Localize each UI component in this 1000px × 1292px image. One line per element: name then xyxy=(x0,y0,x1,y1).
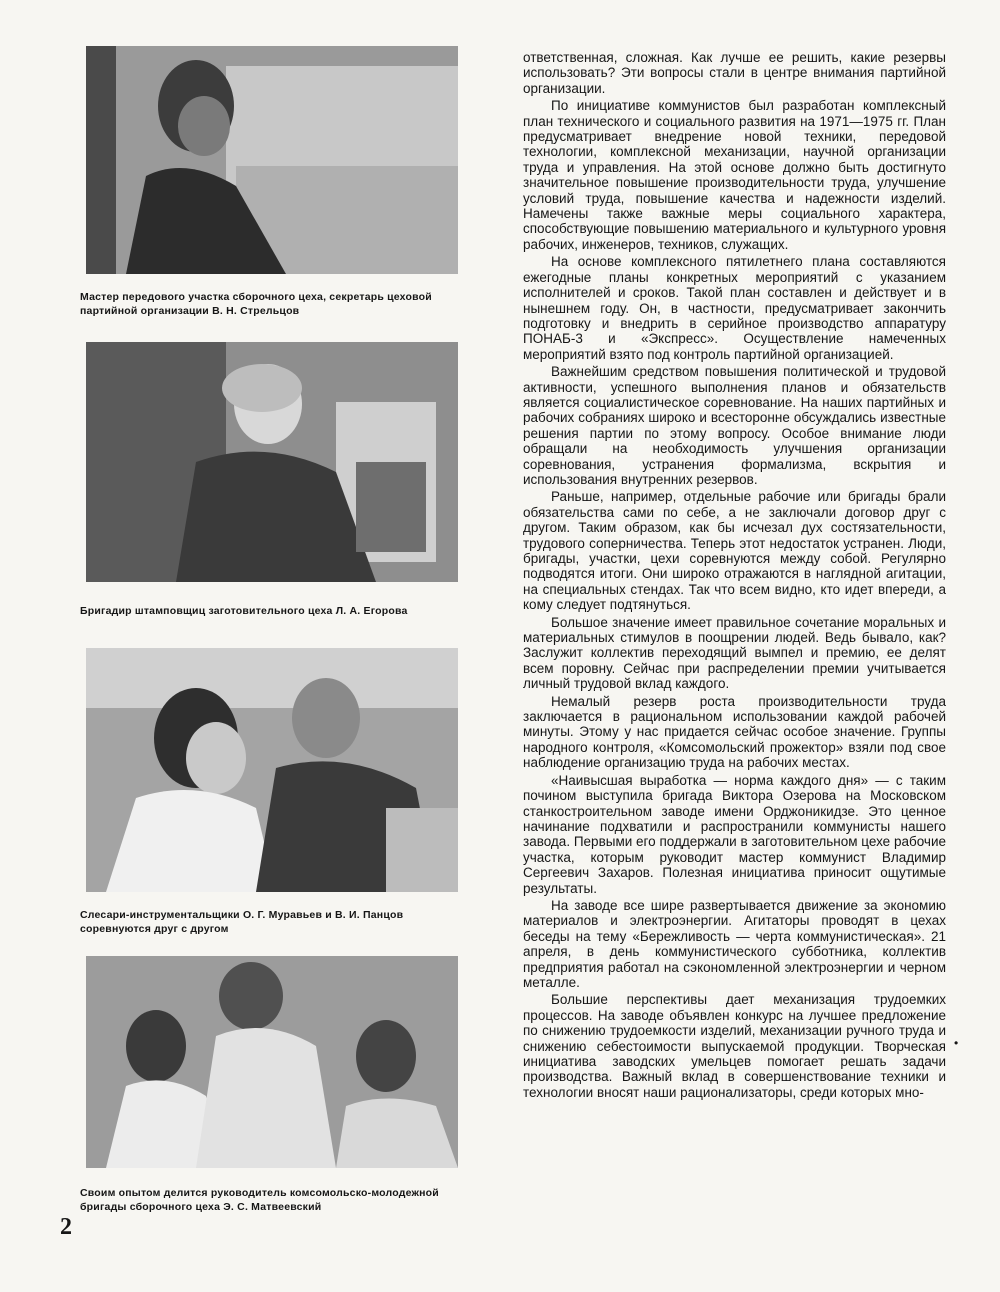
article-paragraph: На основе комплексного пятилетнего плана составляются ежегодные планы конкретных мероприятий с указанием исполнителей и сроков. Такой план составлен и действует и в нынешнем году. Он, в частности, предусматривает закончить подготовку и внедрить в серийное производство аппаратуру ПОНАБ-3 и «Экспресс». Осуществление намеченных мероприятий взято под контроль партийной организацией. xyxy=(523,254,946,362)
article-paragraph: Немалый резерв роста производительности труда заключается в рациональном использовании каждой рабочей минуты. Этому у нас придается сейчас особое значение. Группы народного контроля, «Комсомольский прожектор» взяли под свое наблюдение организацию труда на рабочих местах. xyxy=(523,693,946,771)
photo-komsomol-brigade xyxy=(86,956,458,1168)
photo-brigadier-egorova xyxy=(86,342,458,582)
photo-caption: Своим опытом делится руководитель комсомольско-молодежной бригады сборочного цеха Э. С. Матвеевский xyxy=(80,1187,439,1213)
photo-master-streltsov xyxy=(86,46,458,274)
article-paragraph: ответственная, сложная. Как лучше ее решить, какие резервы использовать? Эти вопросы стали в центре внимания партийной организации. xyxy=(523,50,946,96)
page-number: 2 xyxy=(60,1214,72,1240)
print-speck-icon: • xyxy=(954,1036,959,1050)
article-paragraph: Важнейшим средством повышения политической и трудовой активности, успешного выполнения планов и обязательств является социалистическое соревнование. На наших партийных и рабочих собраниях широко и всесторонне обсуждались известные решения партии по этому вопросу. Особое внимание люди обращали на необходимость улучшения организации соревнования, устранения формализма, вскрытия и использования внутренних резервов. xyxy=(523,364,946,487)
article-paragraph: По инициативе коммунистов был разработан комплексный план технического и социального развития на 1971—1975 гг. План предусматривает внедрение новой техники, передовой технологии, комплексной механизации, научной организации труда и управления. На этой основе должно быть достигнуто значительное повышение производительности труда, улучшение условий труда, повышение качества и надежности изделий. Намечены также важные меры социального характера, способствующие повышению материального и культурного уровня рабочих, инженеров, техников, служащих. xyxy=(523,98,946,252)
article-paragraph: На заводе все шире развертывается движение за экономию материалов и электроэнергии. Агитаторы проводят в цехах беседы на тему «Бережливость — черта коммунистическая». 21 апреля, в день коммунистического субботника, коллектив предприятия работал на сэкономленной электроэнергии и черном металле. xyxy=(523,897,946,990)
article-paragraph: Большие перспективы дает механизация трудоемких процессов. На заводе объявлен конкурс на лучшее предложение по снижению трудоемкости изделий, механизации ручного труда и снижению себестоимости выпускаемой продукции. Творческая инициатива заводских умельцев помогает решать задачи производства. Важный вклад в совершенствование техники и технологии вносят наши рационализаторы, среди которых мно- xyxy=(523,992,946,1100)
article-paragraph: Раньше, например, отдельные рабочие или бригады брали обязательства сами по себе, а не заключали договор друг с другом. Таким образом, как бы исчезал дух состязательности, трудового соперничества. Теперь этот недостаток устранен. Люди, бригады, участки, цехи соревнуются между собой. Регулярно подводятся итоги. Они широко отражаются в наглядной агитации, на специальных стендах. Так что всем видно, кто идет впереди, а кому следует подтянуться. xyxy=(523,489,946,613)
photo-caption: Слесари-инструментальщики О. Г. Муравьев и В. И. Панцов соревнуются друг с другом xyxy=(80,909,404,935)
photo-caption: Бригадир штамповщиц заготовительного цеха Л. А. Егорова xyxy=(80,605,408,617)
article-paragraph: Большое значение имеет правильное сочетание моральных и материальных стимулов в поощрении людей. Ведь бывало, как? Заслужит коллектив переходящий вымпел и премию, ее делят всем поровну. Сейчас при распределении премии учитывается личный трудовой вклад каждого. xyxy=(523,614,946,692)
article-body xyxy=(523,50,946,1102)
article-paragraph: «Наивысшая выработка — норма каждого дня» — с таким почином выступила бригада Виктора Озерова на Московском станкостроительном заводе имени Орджоникидзе. Это ценное начинание подхватили и распространили коммунисты нашего завода. Первыми его поддержали в заготовительном цехе рабочие участка, которым руководит мастер коммунист Владимир Сергеевич Захаров. Полезная инициатива приносит ощутимые результаты. xyxy=(523,772,946,896)
photo-caption: Мастер передового участка сборочного цеха, секретарь цеховой партийной организации В. Н. Стрельцов xyxy=(80,291,432,317)
photo-fitters-competing xyxy=(86,648,458,892)
